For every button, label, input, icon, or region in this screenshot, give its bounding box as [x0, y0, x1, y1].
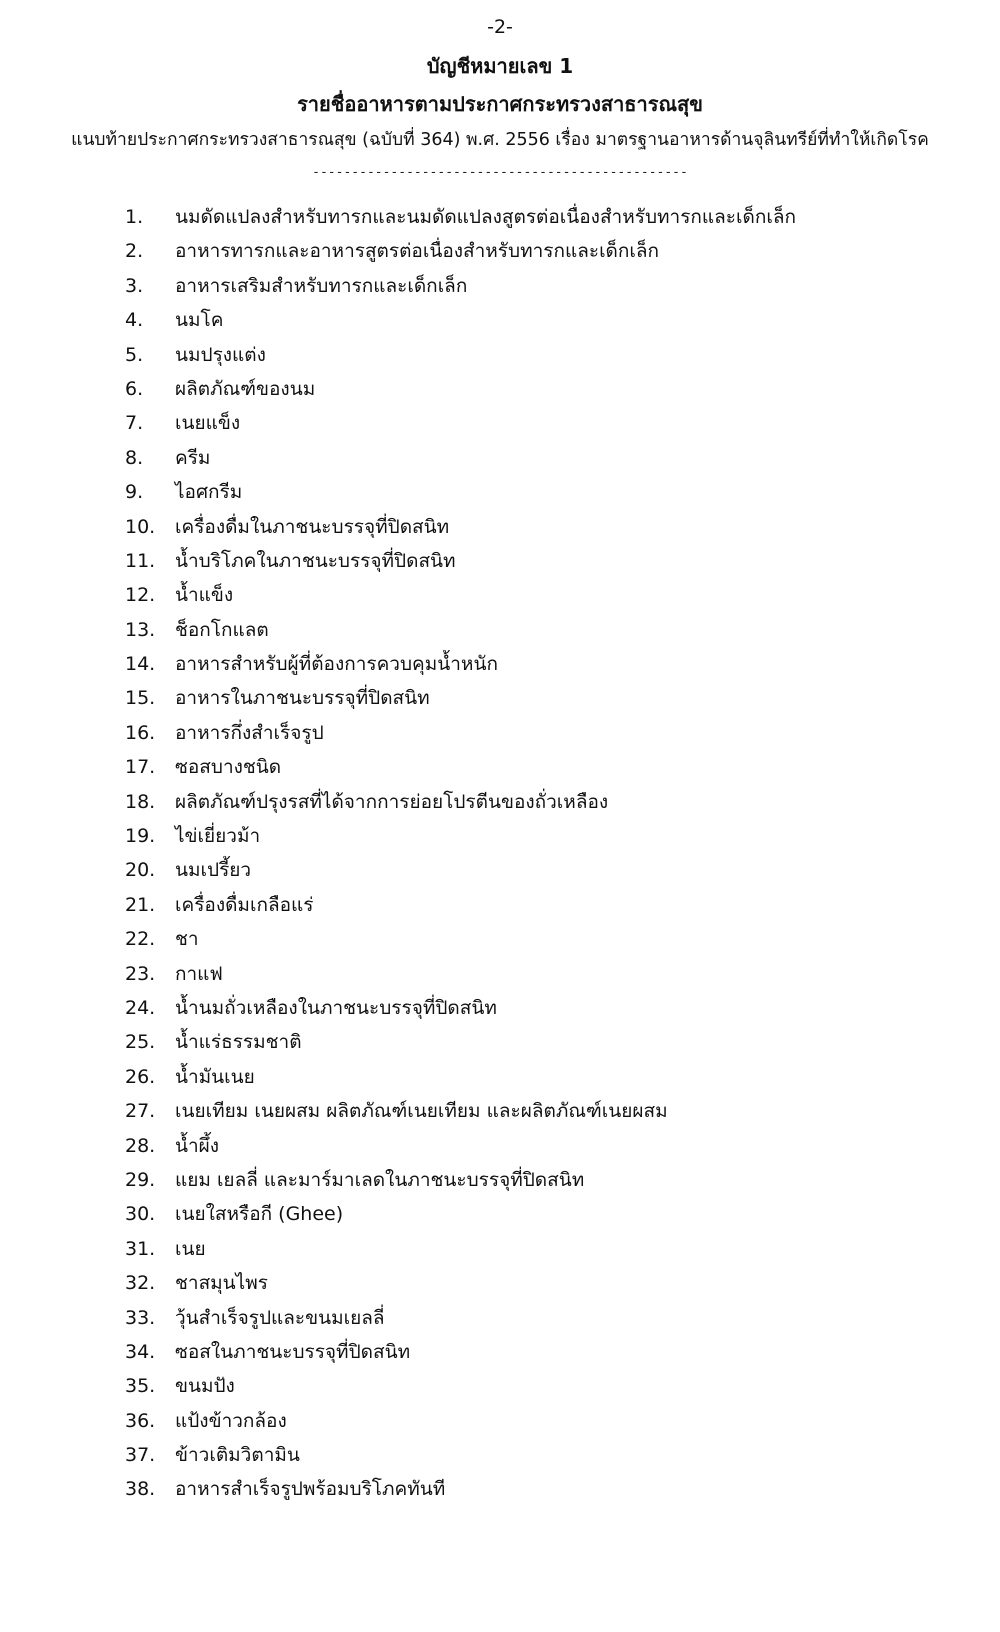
list-item-number: 9. [125, 481, 144, 504]
list-item [0, 372, 1000, 406]
list-item [0, 750, 1000, 784]
list-item-text: เนยใสหรือกี (Ghee) [175, 1203, 344, 1226]
list-item-number: 18. [125, 790, 156, 813]
list-item [0, 957, 1000, 991]
list-item-text: น้ำบริโภคในภาชนะบรรจุที่ปิดสนิท [175, 549, 456, 572]
list-item [0, 406, 1000, 440]
list-item [0, 1335, 1000, 1369]
list-item [0, 819, 1000, 853]
list-number-heading: บัญชีหมายเลข 1 [426, 54, 574, 78]
list-item-number: 23. [125, 962, 156, 985]
list-item-text: น้ำมันเนย [175, 1065, 255, 1088]
list-item-number: 24. [125, 996, 156, 1019]
list-item [0, 1025, 1000, 1059]
list-item [0, 475, 1000, 509]
list-item-number: 2. [125, 240, 144, 263]
list-item-number: 29. [125, 1168, 156, 1191]
list-item-text: ซอสบางชนิด [175, 756, 282, 779]
list-item-text: แป้งข้าวกล้อง [175, 1409, 287, 1432]
list-item [0, 1094, 1000, 1128]
list-item-number: 22. [125, 928, 156, 951]
list-item [0, 269, 1000, 303]
list-item-text: เนยเทียม เนยผสม ผลิตภัณฑ์เนยเทียม และผลิตภัณฑ์เนยผสม [175, 1100, 668, 1123]
list-item-text: อาหารในภาชนะบรรจุที่ปิดสนิท [175, 687, 430, 710]
list-item-number: 21. [125, 893, 156, 916]
list-item-text: อาหารกึ่งสำเร็จรูป [175, 721, 324, 744]
list-item-number: 31. [125, 1237, 156, 1260]
list-item [0, 1472, 1000, 1506]
list-item-text: กาแฟ [175, 962, 223, 985]
list-item-text: นมปรุงแต่ง [175, 343, 266, 366]
list-item [0, 338, 1000, 372]
food-item-list [0, 200, 1000, 1507]
document-subtitle: แนบท้ายประกาศกระทรวงสาธารณสุข (ฉบับที่ 364) พ.ศ. 2556 เรื่อง มาตรฐานอาหารด้านจุลินทรีย์ที่ทำให้เกิดโรค [71, 130, 929, 150]
list-item-number: 8. [125, 446, 144, 469]
list-item [0, 716, 1000, 750]
list-item-number: 26. [125, 1065, 156, 1088]
separator-line: ------------------------------------------------ [312, 165, 688, 180]
list-item [0, 681, 1000, 715]
list-item [0, 1129, 1000, 1163]
list-item-text: อาหารทารกและอาหารสูตรต่อเนื่องสำหรับทารกและเด็กเล็ก [175, 240, 660, 263]
list-item [0, 613, 1000, 647]
list-item [0, 1266, 1000, 1300]
list-item [0, 234, 1000, 268]
list-item-text: นมโค [175, 309, 224, 332]
list-item [0, 1438, 1000, 1472]
list-item [0, 785, 1000, 819]
list-item-number: 25. [125, 1031, 156, 1054]
list-item-text: ไอศกรีม [175, 481, 243, 504]
document-title: รายชื่ออาหารตามประกาศกระทรวงสาธารณสุข [297, 92, 703, 116]
list-item-number: 13. [125, 618, 156, 641]
list-item-number: 33. [125, 1306, 156, 1329]
list-item-text: ขนมปัง [175, 1375, 235, 1398]
list-item-number: 4. [125, 309, 144, 332]
list-item [0, 1163, 1000, 1197]
list-item-text: อาหารสำหรับผู้ที่ต้องการควบคุมน้ำหนัก [175, 653, 498, 676]
list-item [0, 1060, 1000, 1094]
list-item-text: ชา [175, 928, 199, 951]
list-item-number: 32. [125, 1272, 156, 1295]
list-item-text: วุ้นสำเร็จรูปและขนมเยลลี่ [175, 1306, 385, 1329]
list-item-text: เครื่องดื่มเกลือแร่ [175, 893, 314, 916]
list-item [0, 888, 1000, 922]
list-item [0, 1197, 1000, 1231]
list-item-text: อาหารสำเร็จรูปพร้อมบริโภคทันที [175, 1478, 446, 1501]
list-item-text: ผลิตภัณฑ์ของนม [175, 377, 316, 400]
list-item [0, 544, 1000, 578]
list-item [0, 853, 1000, 887]
list-item-number: 16. [125, 721, 156, 744]
list-item-number: 15. [125, 687, 156, 710]
list-item-number: 37. [125, 1444, 156, 1467]
list-item-number: 20. [125, 859, 156, 882]
list-item-number: 19. [125, 825, 156, 848]
list-item-text: เครื่องดื่มในภาชนะบรรจุที่ปิดสนิท [175, 515, 450, 538]
list-item-text: ซอสในภาชนะบรรจุที่ปิดสนิท [175, 1340, 411, 1363]
list-item-text: น้ำแข็ง [175, 584, 234, 607]
list-item-text: นมเปรี้ยว [175, 859, 252, 882]
list-item [0, 1369, 1000, 1403]
list-item [0, 441, 1000, 475]
list-item [0, 991, 1000, 1025]
list-item-number: 35. [125, 1375, 156, 1398]
list-item-text: นมดัดแปลงสำหรับทารกและนมดัดแปลงสูตรต่อเนื่องสำหรับทารกและเด็กเล็ก [175, 206, 796, 228]
list-item-text: ผลิตภัณฑ์ปรุงรสที่ได้จากการย่อยโปรตีนของถั่วเหลือง [175, 790, 609, 813]
list-item [0, 647, 1000, 681]
list-item [0, 510, 1000, 544]
list-item [0, 922, 1000, 956]
list-item-number: 14. [125, 653, 156, 676]
list-item-number: 1. [125, 206, 144, 228]
list-item-number: 3. [125, 274, 144, 297]
list-item-text: ชาสมุนไพร [175, 1272, 268, 1295]
list-item-number: 6. [125, 377, 144, 400]
list-item-text: ครีม [175, 446, 211, 469]
list-item-text: เนยแข็ง [175, 412, 241, 435]
list-item-text: เนย [175, 1237, 206, 1260]
list-item [0, 1404, 1000, 1438]
list-item-text: น้ำนมถั่วเหลืองในภาชนะบรรจุที่ปิดสนิท [175, 996, 497, 1019]
list-item-text: ช็อกโกแลต [175, 618, 269, 641]
list-item [0, 1301, 1000, 1335]
list-item-number: 36. [125, 1409, 156, 1432]
list-item-text: แยม เยลลี่ และมาร์มาเลดในภาชนะบรรจุที่ปิดสนิท [175, 1168, 585, 1191]
list-item-text: น้ำแร่ธรรมชาติ [175, 1031, 302, 1054]
list-item-text: น้ำผึ้ง [175, 1134, 220, 1157]
list-item-number: 17. [125, 756, 156, 779]
list-item-number: 5. [125, 343, 144, 366]
list-item [0, 1232, 1000, 1266]
list-item-number: 30. [125, 1203, 156, 1226]
list-item-number: 7. [125, 412, 144, 435]
list-item-text: อาหารเสริมสำหรับทารกและเด็กเล็ก [175, 274, 468, 297]
list-item [0, 303, 1000, 337]
list-item-number: 12. [125, 584, 156, 607]
list-item-number: 34. [125, 1340, 156, 1363]
list-item [0, 578, 1000, 612]
list-item-text: ไข่เยี่ยวม้า [175, 825, 261, 848]
list-item [0, 200, 1000, 234]
list-item-text: ข้าวเติมวิตามิน [175, 1444, 300, 1467]
list-item-number: 28. [125, 1134, 156, 1157]
list-item-number: 11. [125, 549, 156, 572]
list-item-number: 27. [125, 1100, 156, 1123]
page-number: -2- [487, 16, 513, 38]
list-item-number: 38. [125, 1478, 156, 1501]
list-item-number: 10. [125, 515, 156, 538]
